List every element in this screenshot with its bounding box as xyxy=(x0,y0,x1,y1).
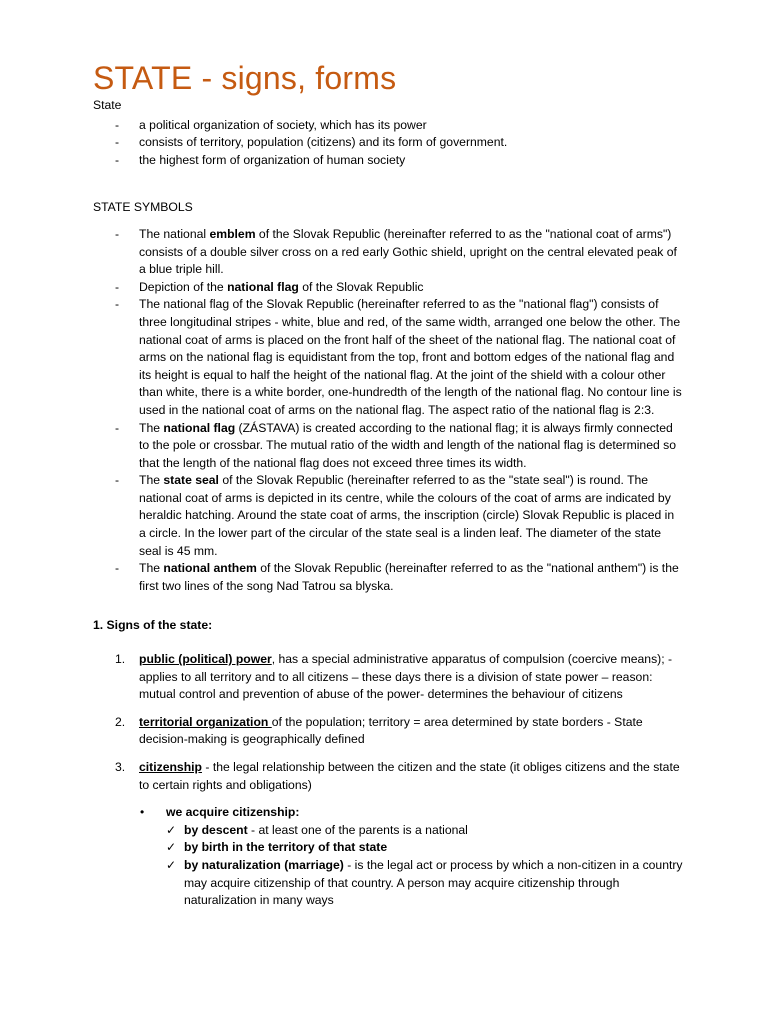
acquire-list xyxy=(93,822,683,910)
list-item: 3. citizenship - the legal relationship between the citizen and the state (it obliges citizens and the state to certain rights and obligations) xyxy=(115,760,680,792)
list-item: - The state seal of the Slovak Republic (hereinafter referred to as the "state seal") is round. The national coat of arms is depicted in its centre, while the colours of the coat of arms are indicated by heraldic hatching. Around the state coat of arms, the inscription (circle) Slovak Republic is placed in a circle. In the lower part of the circular of the state seal is a linden leaf. The diameter of the state seal is 45 mm. xyxy=(115,473,675,558)
state-label: State xyxy=(93,98,122,112)
state-definition-list xyxy=(93,117,683,170)
check-icon: ✓ xyxy=(166,857,177,872)
list-item: ✓ by birth in the territory of that state xyxy=(93,839,683,857)
list-item: - consists of territory, population (citizens) and its form of government. xyxy=(115,135,508,150)
signs-list xyxy=(93,651,683,794)
list-item: • we acquire citizenship: xyxy=(140,805,300,820)
check-icon: ✓ xyxy=(166,822,177,837)
list-item: - The national flag (ZÁSTAVA) is created according to the national flag; it is always firmly connected to the pole or crossbar. The mutual ratio of the width and length of the national flag is determined so that the length of the national flag does not exceed three times its width. xyxy=(115,420,677,470)
list-item: - Depiction of the national flag of the Slovak Republic xyxy=(115,279,424,294)
symbols-heading: STATE SYMBOLS xyxy=(93,200,193,215)
list-item: 1. public (political) power, has a special administrative apparatus of compulsion (coercive means); - applies to all territory and to all citizens – these days there is a division of state power – reason: mutual control and prevention of abuse of the power- determines the behaviour of citizens xyxy=(115,652,673,702)
list-item: 2. territorial organization of the population; territory = area determined by state borders - State decision-making is geographically defined xyxy=(115,714,643,747)
document-page xyxy=(93,58,683,910)
list-item: - the highest form of organization of human society xyxy=(115,152,406,167)
list-item: ✓ by naturalization (marriage) - is the legal act or process by which a non-citizen in a country may acquire citizenship of that country. A person may acquire citizenship through naturalization in many ways xyxy=(166,857,683,908)
check-icon: ✓ xyxy=(166,840,177,855)
list-item: - The national emblem of the Slovak Republic (hereinafter referred to as the "national coat of arms") consists of a double silver cross on a red early Gothic shield, upright on the central elevated peak of a blue triple hill. xyxy=(115,226,677,277)
list-item: - The national flag of the Slovak Republic (hereinafter referred to as the "national flag") consists of three longitudinal stripes - white, blue and red, of the same width, arranged one below the other. The national coat of arms is placed on the front half of the sheet of the national flag. The national coat of arms on the national flag is equidistant from the top, front and bottom edges of the national flag and its height is equal to half the height of the national flag. At the joint of the shield with a colour other than white, there is a white border, one-hundredth of the length of the national flag. No contour line is used in the national coat of arms on the national flag. The aspect ratio of the national flag is 2:3. xyxy=(115,297,682,417)
citizenship-sublist xyxy=(93,804,683,822)
document-title: STATE - signs, forms xyxy=(93,60,397,96)
signs-heading: 1. Signs of the state: xyxy=(93,618,213,633)
list-item: - The national anthem of the Slovak Republic (hereinafter referred to as the "national anthem") is the first two lines of the song Nad Tatrou sa blyska. xyxy=(115,561,679,593)
list-item: ✓ by descent - at least one of the parents is a national xyxy=(93,822,683,840)
symbols-list xyxy=(93,226,683,595)
list-item: - a political organization of society, which has its power xyxy=(115,117,427,132)
